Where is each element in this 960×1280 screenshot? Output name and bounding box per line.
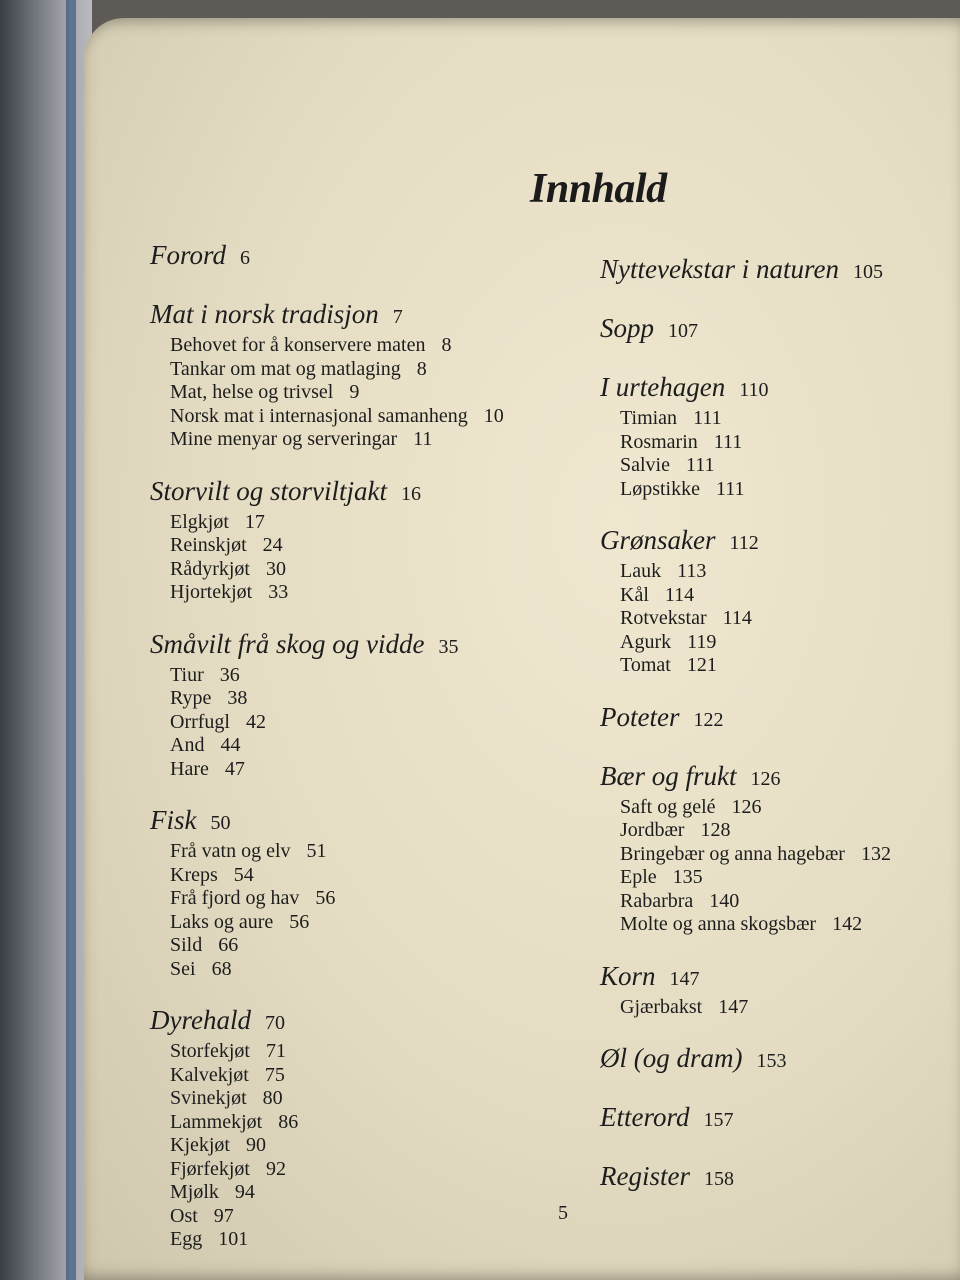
toc-entry-label: Rotvekstar: [620, 607, 707, 629]
toc-entry: [150, 934, 590, 958]
toc-entry: [150, 1087, 590, 1111]
toc-section: [150, 1003, 590, 1252]
toc-entry-label: Mjølk: [170, 1181, 219, 1203]
toc-entry-label: Timian: [620, 407, 678, 429]
toc-section-title: Etterord: [600, 1102, 690, 1132]
toc-entry-page: 10: [483, 404, 504, 427]
toc-entry-page: 38: [227, 687, 248, 709]
toc-entry-page: 30: [266, 557, 286, 580]
toc-entry-page: 114: [664, 583, 695, 606]
toc-section-page: 126: [750, 767, 781, 790]
toc-section-title: Storvilt og storviltjakt: [150, 475, 387, 506]
toc-entry-page: 90: [246, 1134, 266, 1156]
toc-section-page: 122: [693, 708, 724, 731]
toc-entry-label: Reinskjøt: [170, 534, 247, 556]
toc-entry-label: Sild: [170, 934, 203, 956]
toc-section-heading: [600, 1159, 930, 1196]
toc-entry: [600, 478, 930, 502]
toc-entry-page: 132: [860, 842, 891, 865]
toc-section-heading: [600, 1041, 930, 1078]
toc-section: [150, 297, 590, 452]
toc-entry-label: Mine menyar og serveringar: [170, 428, 398, 450]
toc-entry-page: 8: [441, 334, 452, 356]
toc-entry-label: Mat, helse og trivsel: [170, 381, 334, 403]
toc-section-title: Forord: [150, 240, 227, 270]
toc-section-page: 70: [264, 1012, 285, 1034]
toc-entry-page: 75: [264, 1063, 285, 1086]
toc-section: [600, 1159, 930, 1196]
toc-entry-page: 128: [700, 819, 731, 841]
toc-entry: [150, 1064, 590, 1088]
toc-entry: [150, 511, 590, 535]
toc-section: [600, 1041, 930, 1078]
toc-entry-label: Lauk: [620, 560, 662, 582]
toc-section-title: Fisk: [150, 805, 197, 835]
toc-entry: [600, 607, 930, 631]
toc-entry-label: Hjortekjøt: [170, 581, 253, 603]
toc-section-page: 110: [739, 379, 769, 401]
toc-section-heading: [600, 370, 930, 407]
toc-entry-page: 111: [713, 430, 743, 453]
toc-entry: [150, 664, 590, 688]
toc-entry-label: Løpstikke: [620, 477, 700, 500]
toc-entry-page: 56: [289, 910, 310, 933]
toc-entry-page: 17: [244, 510, 265, 533]
toc-entry: [150, 381, 590, 405]
toc-section-heading: [600, 1100, 930, 1137]
toc-entry-label: And: [170, 734, 205, 756]
toc-section-heading: [600, 700, 930, 737]
toc-entry-page: 94: [234, 1181, 255, 1203]
toc-entry: [150, 958, 590, 982]
toc-entry-label: Hare: [170, 757, 209, 780]
toc-entry-label: Gjærbakst: [620, 995, 703, 1018]
toc-entry-page: 142: [832, 913, 863, 935]
toc-section-heading: [150, 803, 590, 840]
toc-entry-page: 8: [416, 357, 427, 380]
toc-entry: [150, 1205, 590, 1229]
toc-entry-page: 111: [693, 407, 722, 429]
toc-entry-label: Behovet for å konservere maten: [170, 334, 426, 356]
toc-section: [600, 370, 930, 501]
toc-entry-label: Norsk mat i internasjonal samanheng: [170, 404, 468, 427]
toc-entry-page: 44: [220, 734, 241, 756]
toc-section: [600, 252, 930, 289]
toc-entry-page: 71: [266, 1040, 286, 1062]
toc-section-heading: [600, 252, 930, 289]
toc-section: [150, 803, 590, 981]
page-title: Innhald: [530, 166, 667, 212]
toc-entry-label: Sei: [170, 957, 196, 980]
toc-entry: [600, 866, 930, 890]
page-number: 5: [558, 1202, 568, 1224]
toc-entry: [150, 558, 590, 582]
toc-section-title: Korn: [600, 960, 656, 991]
toc-section-page: 35: [438, 635, 459, 658]
toc-entry-label: Kreps: [170, 863, 218, 886]
toc-entry-label: Kalvekjøt: [170, 1063, 249, 1086]
book-spine: [66, 0, 76, 1280]
toc-section: [600, 523, 930, 678]
toc-section: [600, 759, 930, 937]
toc-section-page: 107: [668, 320, 698, 342]
toc-entry-label: Molte og anna skogsbær: [620, 913, 817, 935]
toc-entry: [150, 581, 590, 605]
toc-left-column: [150, 238, 590, 1274]
toc-section: [150, 627, 590, 782]
toc-entry-page: 54: [233, 863, 254, 886]
toc-entry: [150, 358, 590, 382]
toc-entry-label: Rådyrkjøt: [170, 557, 250, 580]
toc-section-page: 50: [210, 812, 231, 834]
toc-section-title: Register: [600, 1161, 690, 1191]
toc-entry-page: 80: [262, 1087, 283, 1109]
toc-entry: [600, 890, 930, 914]
toc-entry: [150, 758, 590, 782]
toc-section-title: Bær og frukt: [600, 760, 737, 791]
toc-section-title: I urtehagen: [600, 372, 726, 402]
toc-entry-page: 56: [315, 887, 336, 909]
toc-entry-label: Tiur: [170, 663, 204, 686]
toc-entry-label: Jordbær: [620, 819, 685, 841]
toc-section-heading: [600, 959, 930, 996]
toc-entry: [150, 1181, 590, 1205]
toc-section-page: 147: [669, 967, 700, 990]
book-edge: [0, 0, 92, 1280]
toc-entry: [150, 1158, 590, 1182]
toc-entry: [150, 1228, 590, 1252]
toc-entry-page: 97: [213, 1204, 234, 1227]
toc-entry-label: Frå fjord og hav: [170, 887, 300, 909]
toc-entry: [150, 405, 590, 429]
toc-entry: [600, 796, 930, 820]
toc-entry: [150, 428, 590, 452]
toc-section-heading: [600, 523, 930, 560]
toc-entry-page: 47: [224, 757, 245, 780]
toc-section-title: Poteter: [600, 701, 680, 732]
toc-entry-label: Rabarbra: [620, 889, 694, 912]
toc-section-page: 6: [240, 247, 251, 269]
toc-section-page: 153: [756, 1050, 787, 1072]
toc-entry: [600, 454, 930, 478]
toc-entry-page: 101: [218, 1228, 249, 1250]
toc-section-page: 16: [401, 482, 421, 505]
toc-entry-page: 42: [245, 710, 266, 733]
toc-entry-page: 114: [722, 607, 752, 629]
toc-entry: [600, 654, 930, 678]
toc-section-heading: [600, 311, 930, 348]
toc-entry-page: 111: [716, 477, 745, 500]
toc-section-title: Mat i norsk tradisjon: [150, 299, 379, 329]
toc-entry-label: Saft og gelé: [620, 795, 716, 818]
toc-entry-label: Frå vatn og elv: [170, 840, 291, 862]
toc-entry-label: Rosmarin: [620, 430, 698, 453]
toc-entry-label: Salvie: [620, 454, 670, 476]
toc-entry: [600, 819, 930, 843]
toc-entry-page: 111: [686, 454, 715, 476]
toc-entry-page: 36: [219, 663, 240, 686]
toc-entry: [600, 996, 930, 1020]
toc-entry-label: Fjørfekjøt: [170, 1157, 250, 1180]
toc-entry-page: 135: [672, 866, 703, 888]
toc-entry-page: 121: [686, 654, 717, 676]
toc-entry-label: Elgkjøt: [170, 510, 229, 533]
toc-entry-page: 119: [687, 630, 717, 653]
toc-entry-label: Rype: [170, 687, 212, 709]
toc-entry-label: Laks og aure: [170, 910, 274, 933]
toc-entry-label: Ost: [170, 1204, 198, 1227]
toc-entry-label: Orrfugl: [170, 710, 230, 733]
toc-section-heading: [150, 238, 590, 275]
toc-entry-page: 68: [211, 957, 232, 980]
toc-section-heading: [600, 759, 930, 796]
toc-entry: [150, 840, 590, 864]
toc-section: [600, 1100, 930, 1137]
toc-entry-label: Tankar om mat og matlaging: [170, 357, 401, 380]
toc-entry-label: Agurk: [620, 630, 672, 653]
toc-section-page: 157: [703, 1109, 734, 1131]
toc-section-heading: [150, 627, 590, 664]
toc-entry-page: 92: [266, 1157, 286, 1180]
toc-section-page: 112: [729, 532, 759, 554]
toc-entry-label: Lammekjøt: [170, 1110, 263, 1133]
toc-entry: [150, 334, 590, 358]
toc-entry: [150, 1134, 590, 1158]
toc-section: [150, 238, 590, 275]
toc-section-title: Nyttevekstar i naturen: [600, 254, 839, 284]
toc-section-heading: [150, 1003, 590, 1040]
toc-entry: [600, 913, 930, 937]
toc-entry: [600, 584, 930, 608]
toc-entry-page: 147: [718, 995, 749, 1018]
toc-entry: [150, 887, 590, 911]
toc-entry-label: Bringebær og anna hagebær: [620, 842, 845, 865]
toc-entry-page: 11: [413, 428, 433, 450]
toc-entry: [150, 1040, 590, 1064]
toc-section: [150, 474, 590, 605]
toc-section-title: Dyrehald: [150, 1005, 251, 1035]
toc-entry-page: 113: [677, 560, 707, 582]
toc-section-page: 105: [852, 261, 883, 283]
toc-section-heading: [150, 297, 590, 334]
toc-entry: [150, 687, 590, 711]
toc-entry-label: Kål: [620, 583, 649, 606]
toc-section: [600, 311, 930, 348]
toc-entry: [600, 843, 930, 867]
toc-entry: [600, 631, 930, 655]
toc-section-heading: [150, 474, 590, 511]
toc-entry: [600, 407, 930, 431]
toc-section-title: Småvilt frå skog og vidde: [150, 628, 425, 659]
toc-entry: [150, 534, 590, 558]
toc-entry: [150, 911, 590, 935]
toc-entry-page: 51: [306, 840, 327, 862]
toc-entry-label: Egg: [170, 1228, 203, 1250]
toc-entry-page: 86: [278, 1110, 299, 1133]
toc-entry-page: 126: [731, 795, 762, 818]
toc-section: [600, 700, 930, 737]
toc-entry: [150, 1111, 590, 1135]
toc-entry-page: 33: [268, 581, 289, 603]
toc-entry-label: Tomat: [620, 654, 671, 676]
toc-entry: [600, 560, 930, 584]
toc-section-page: 7: [392, 306, 403, 328]
toc-entry-label: Storfekjøt: [170, 1040, 250, 1062]
toc-entry: [150, 711, 590, 735]
toc-right-column: [600, 252, 930, 1218]
toc-entry-label: Eple: [620, 866, 657, 888]
toc-entry-page: 140: [709, 889, 740, 912]
toc-section-title: Sopp: [600, 313, 654, 343]
toc-section-page: 158: [703, 1168, 734, 1190]
toc-entry-page: 66: [218, 934, 239, 956]
toc-entry-label: Kjekjøt: [170, 1134, 230, 1156]
toc-section-title: Øl (og dram): [600, 1043, 743, 1073]
toc-section: [600, 959, 930, 1020]
toc-entry: [600, 431, 930, 455]
toc-entry-label: Svinekjøt: [170, 1087, 247, 1109]
toc-entry-page: 24: [262, 534, 283, 556]
toc-entry-page: 9: [349, 381, 360, 403]
toc-entry: [150, 734, 590, 758]
toc-section-title: Grønsaker: [600, 525, 716, 555]
toc-entry: [150, 864, 590, 888]
